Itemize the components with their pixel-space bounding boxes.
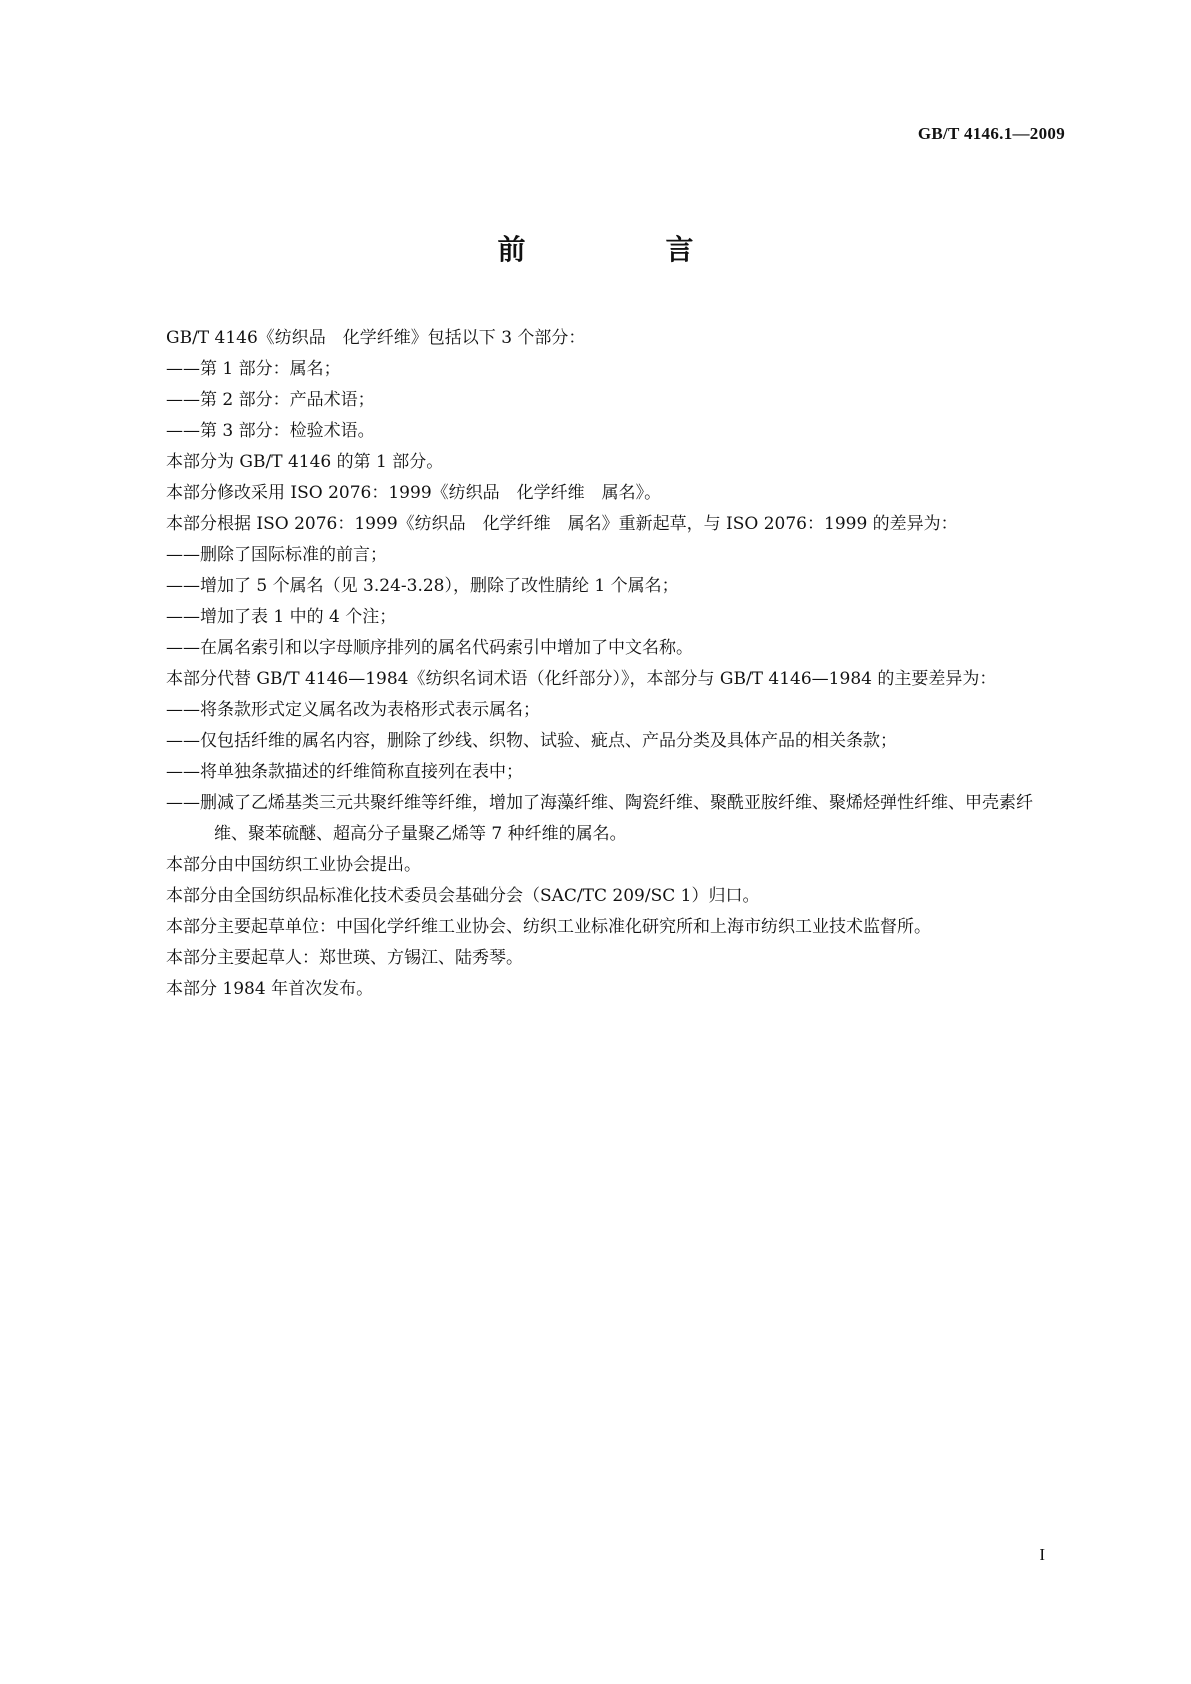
paragraph-drafting-units: 本部分主要起草单位：中国化学纤维工业协会、纺织工业标准化研究所和上海市纺织工业技术监督所。 (166, 917, 931, 937)
paragraph-drafters: 本部分主要起草人：郑世瑛、方锡江、陆秀琴。 (166, 948, 523, 968)
paragraph-committee: 本部分由全国纺织品标准化技术委员会基础分会（SAC/TC 209/SC 1）归口。 (166, 886, 760, 906)
paragraph-iso-differences: 本部分根据 ISO 2076：1999《纺织品 化学纤维 属名》重新起草，与 ISO 2076：1999 的差异为： (166, 514, 958, 534)
paragraph-part-statement: 本部分为 GB/T 4146 的第 1 部分。 (166, 452, 444, 472)
paragraph-parts-overview: GB/T 4146《纺织品 化学纤维》包括以下 3 个部分： (166, 328, 586, 348)
list-item-change-3: ——将单独条款描述的纤维简称直接列在表中； (166, 762, 523, 782)
paragraph-proposer: 本部分由中国纺织工业协会提出。 (166, 855, 421, 875)
page-number: I (1039, 1545, 1045, 1564)
list-item-change-2: ——仅包括纤维的属名内容，删除了纱线、织物、试验、疵点、产品分类及具体产品的相关条款； (166, 731, 897, 751)
list-item-iso-diff-4: ——在属名索引和以字母顺序排列的属名代码索引中增加了中文名称。 (166, 638, 693, 658)
foreword-body (132, 323, 1058, 1005)
paragraph-adoption: 本部分修改采用 ISO 2076：1999《纺织品 化学纤维 属名》。 (166, 483, 662, 503)
paragraph-first-release: 本部分 1984 年首次发布。 (166, 979, 374, 999)
paragraph-replacement: 本部分代替 GB/T 4146—1984《纺织名词术语（化纤部分）》，本部分与 GB/T 4146—1984 的主要差异为： (166, 669, 997, 689)
list-item-iso-diff-1: ——删除了国际标准的前言； (166, 545, 387, 565)
page-title: 前 言 (497, 233, 750, 266)
list-item-change-1: ——将条款形式定义属名改为表格形式表示属名； (166, 700, 540, 720)
list-item-iso-diff-2: ——增加了 5 个属名（见 3.24-3.28），删除了改性腈纶 1 个属名； (166, 576, 679, 596)
document-code: GB/T 4146.1—2009 (917, 124, 1065, 143)
list-item-change-4: ——删减了乙烯基类三元共聚纤维等纤维，增加了海藻纤维、陶瓷纤维、聚酰亚胺纤维、聚烯烃弹性纤维、甲壳素纤维、聚苯硫醚、超高分子量聚乙烯等 7 种纤维的属名。 (166, 793, 1033, 844)
list-item-iso-diff-3: ——增加了表 1 中的 4 个注； (166, 607, 397, 627)
list-item-part-1: ——第 1 部分：属名； (166, 359, 341, 379)
list-item-part-3: ——第 3 部分：检验术语。 (166, 421, 375, 441)
list-item-part-2: ——第 2 部分：产品术语； (166, 390, 375, 410)
